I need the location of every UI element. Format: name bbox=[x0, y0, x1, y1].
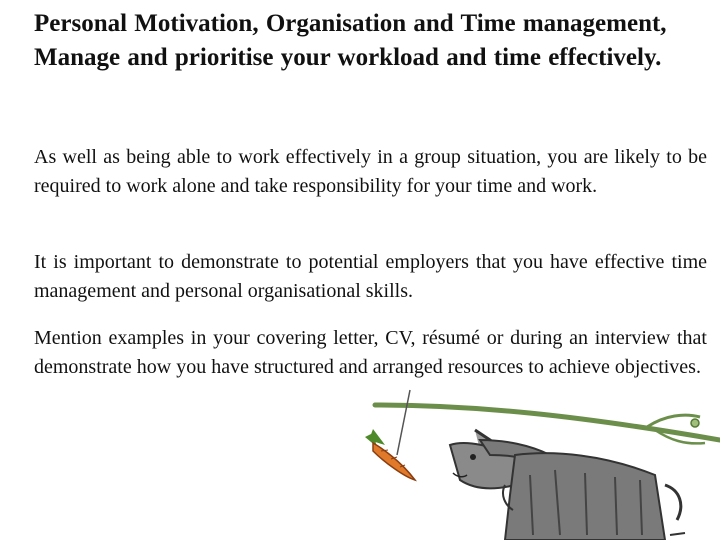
string bbox=[397, 390, 410, 455]
body-paragraph-1: As well as being able to work effectively in a group situation, you are likely to be required to work alone and take responsibility for your time and work. bbox=[34, 146, 707, 197]
donkey bbox=[450, 430, 685, 540]
body-paragraph-2: It is important to demonstrate to potential employers that you have effective time management and personal organisational skills. bbox=[34, 251, 707, 302]
stick bbox=[375, 405, 720, 443]
slide-title: Personal Motivation, Organisation and Time management, Manage and prioritise your workload and time effectively. bbox=[34, 10, 667, 71]
carrot bbox=[365, 429, 415, 480]
donkey-carrot-illustration bbox=[355, 385, 720, 540]
body-paragraph-3: Mention examples in your covering letter, CV, résumé or during an interview that demonstrate how you have structured and arranged resources to achieve objectives. bbox=[34, 327, 707, 378]
